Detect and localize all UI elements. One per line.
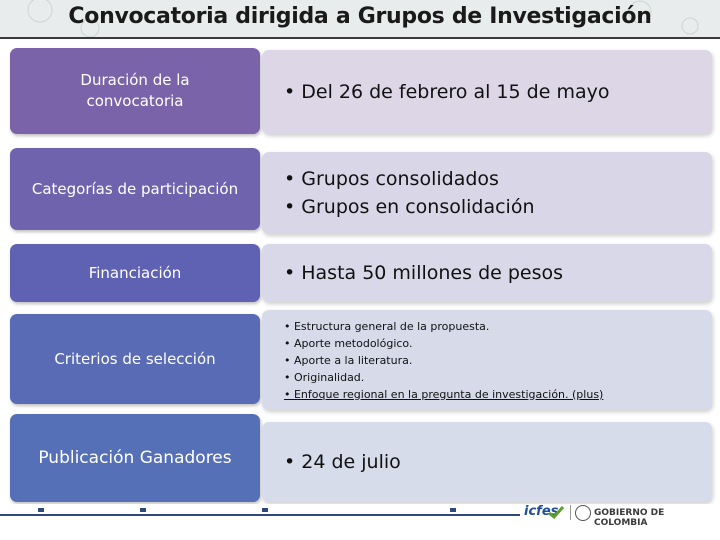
- icfes-logo: icfes: [524, 504, 559, 519]
- item-criterio-metodologico: • Aporte metodológico.: [284, 336, 413, 350]
- checkmark-icon: [548, 506, 564, 519]
- item-financiacion-monto: • Hasta 50 millones de pesos: [284, 262, 564, 284]
- footer-divider: [0, 514, 520, 516]
- footer-tick: [262, 508, 268, 512]
- item-criterio-estructura: • Estructura general de la propuesta.: [284, 319, 490, 333]
- item-criterio-literatura: • Aporte a la literatura.: [284, 353, 413, 367]
- label-criterios: Criterios de selección: [10, 314, 260, 404]
- label-financiacion: Financiación: [10, 244, 260, 302]
- content-financiacion: [262, 244, 712, 302]
- item-duracion-fecha: • Del 26 de febrero al 15 de mayo: [284, 81, 610, 103]
- item-publicacion-fecha: • 24 de julio: [284, 451, 401, 473]
- item-criterio-originalidad: • Originalidad.: [284, 370, 365, 384]
- content-duracion: [262, 50, 712, 134]
- gobierno-logo: GOBIERNO DE COLOMBIA: [594, 508, 665, 528]
- label-categorias: Categorías de participación: [10, 148, 260, 230]
- item-criterio-enfoque-regional: • Enfoque regional en la pregunta de investigación. (plus): [284, 387, 604, 401]
- footer-tick: [140, 508, 146, 512]
- label-duracion: Duración de la convocatoria: [10, 48, 260, 134]
- logo-separator: [570, 505, 571, 520]
- content-publicacion: [262, 422, 712, 502]
- coat-of-arms-icon: [575, 505, 591, 521]
- item-categoria-en-consolidacion: • Grupos en consolidación: [284, 196, 535, 218]
- footer-tick: [38, 508, 44, 512]
- header-divider: [0, 37, 720, 39]
- page-title: Convocatoria dirigida a Grupos de Investigación: [68, 4, 652, 29]
- content-categorias: [262, 152, 712, 234]
- item-categoria-consolidados: • Grupos consolidados: [284, 168, 499, 190]
- content-criterios: [262, 310, 712, 410]
- footer-tick: [450, 508, 456, 512]
- label-publicacion: Publicación Ganadores: [10, 414, 260, 502]
